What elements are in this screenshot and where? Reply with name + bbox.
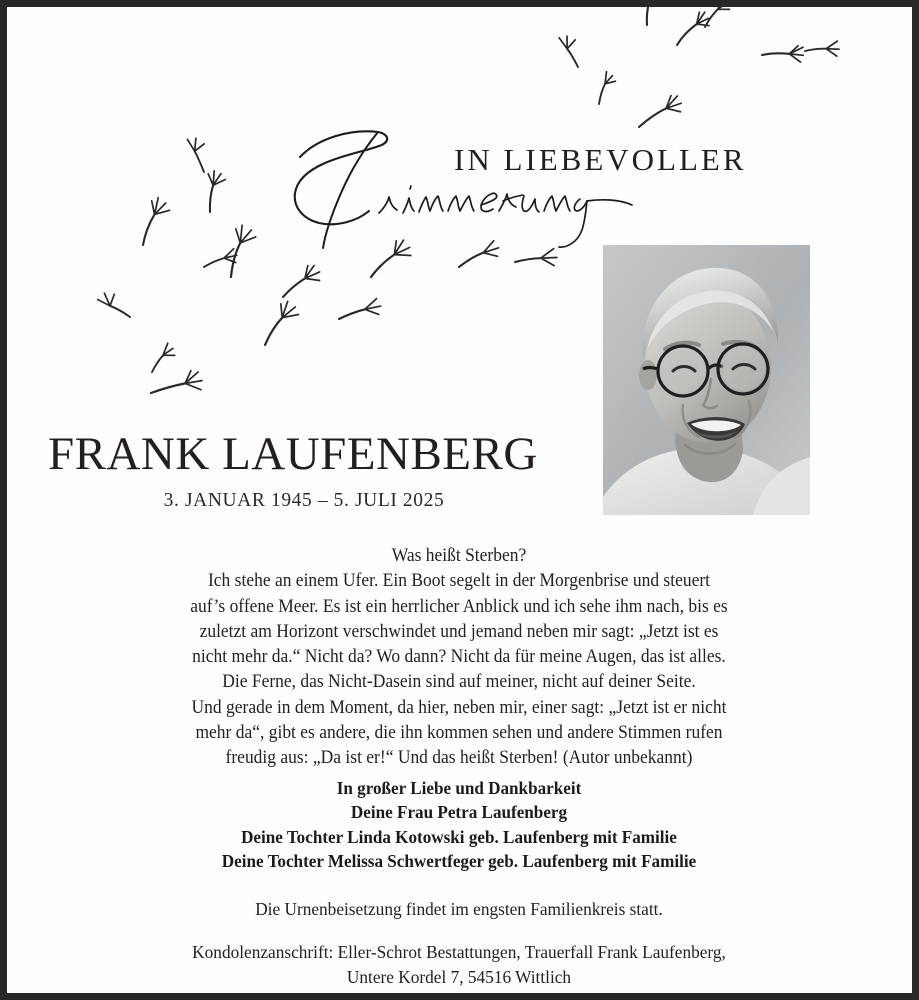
family-member: Deine Tochter Melissa Schwertfeger geb. Laufenberg mit Familie [221,851,697,872]
poem-line: Und gerade in dem Moment, da hier, neben mir, einer sagt: „Jetzt ist er nicht [191,696,727,718]
life-dates: 3. JANUAR 1945 – 5. JULI 2025 [163,490,445,511]
page-title: FRANK LAUFENBERG [48,428,538,480]
spacer [83,922,835,940]
closing-information [83,897,835,990]
family-signature [87,776,831,874]
notice-inner [7,7,912,993]
headline-eyebrow: IN LIEBEVOLLER [454,142,747,177]
memorial-poem [83,543,835,771]
family-member: Deine Tochter Linda Kotowski geb. Laufenberg mit Familie [241,826,677,847]
poem-title: Was heißt Sterben? [391,545,527,566]
burial-note: Die Urnenbeisetzung findet im engsten Familienkreis statt. [255,899,663,919]
condolence-address-line-2: Untere Kordel 7, 54516 Wittlich [346,967,572,987]
family-intro: In großer Liebe und Dankbarkeit [336,778,582,798]
portrait-photo [603,245,810,515]
poem-line: Ich stehe an einem Ufer. Ein Boot segelt in der Morgenbrise und steuert [207,570,711,592]
poem-line: zuletzt am Horizont verschwindet und jemand neben mir sagt: „Jetzt ist es [199,620,719,642]
poem-line: auf’s offene Meer. Es ist ein herrlicher Anblick und ich sehe ihm nach, bis es [190,595,728,617]
poem-line: Die Ferne, das Nicht-Dasein sind auf meiner, nicht auf deiner Seite. [222,671,696,693]
condolence-address-line-1: Kondolenzanschrift: Eller-Schrot Bestattungen, Trauerfall Frank Laufenberg, [192,942,726,962]
poem-line: mehr da“, gibt es andere, die ihn kommen sehen und andere Stimmen rufen [195,722,723,744]
script-headline-erinnerung [7,115,912,250]
poem-line: freudig aus: „Da ist er!“ Und das heißt Sterben! (Autor unbekannt) [225,747,693,769]
family-member: Deine Frau Petra Laufenberg [350,802,568,823]
poem-line: nicht mehr da.“ Nicht da? Wo dann? Nicht da für meine Augen, das ist alles. [192,646,726,668]
